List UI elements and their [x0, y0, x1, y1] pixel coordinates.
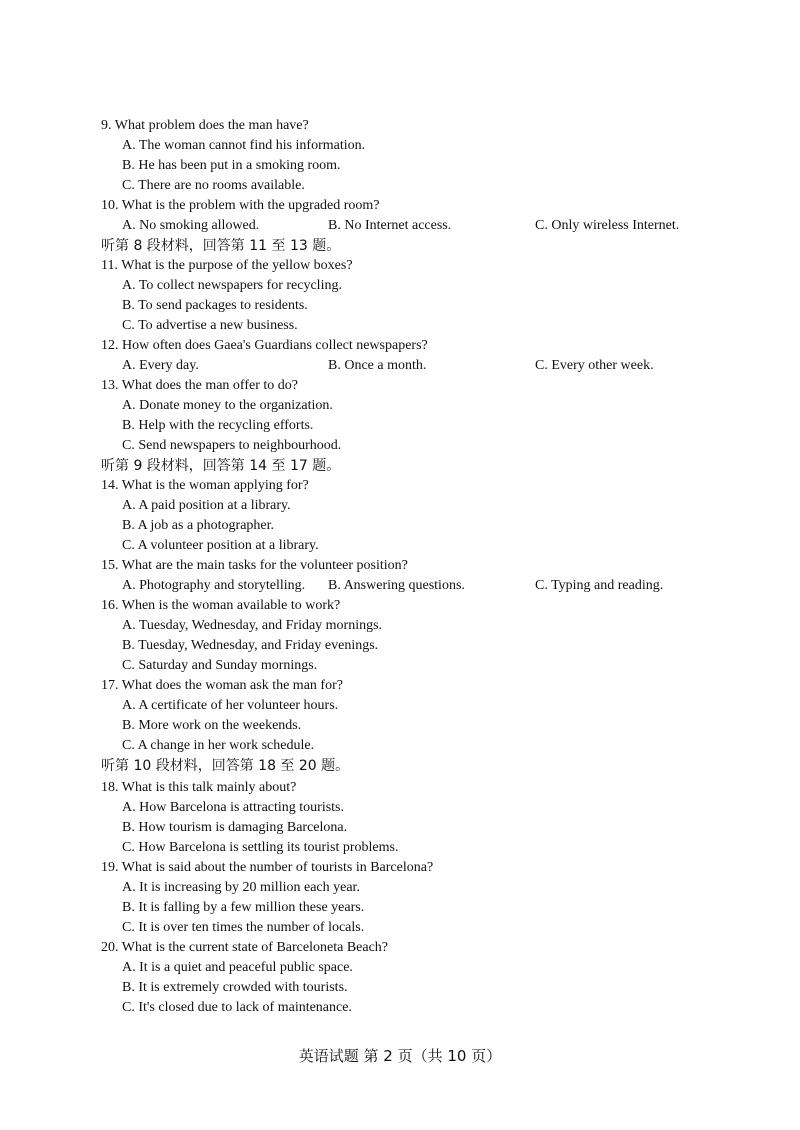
- question-17: 17. What does the woman ask the man for?: [101, 678, 343, 693]
- option-14b: B. A job as a photographer.: [122, 518, 275, 533]
- option-16a: A. Tuesday, Wednesday, and Friday mornings.: [122, 618, 383, 633]
- option-20a: A. It is a quiet and peaceful public space.: [122, 960, 353, 975]
- option-12b: B. Once a month.: [328, 358, 427, 373]
- option-19a: A. It is increasing by 20 million each year.: [122, 880, 360, 895]
- option-17b: B. More work on the weekends.: [122, 718, 302, 733]
- option-11c: C. To advertise a new business.: [122, 318, 298, 333]
- question-14: 14. What is the woman applying for?: [101, 478, 309, 493]
- option-10c: C. Only wireless Internet.: [535, 218, 680, 233]
- option-11b: B. To send packages to residents.: [122, 298, 308, 313]
- question-9: 9. What problem does the man have?: [101, 118, 309, 133]
- question-13: 13. What does the man offer to do?: [101, 378, 298, 393]
- option-10a: A. No smoking allowed.: [122, 218, 260, 233]
- option-10b: B. No Internet access.: [328, 218, 452, 233]
- option-18a: A. How Barcelona is attracting tourists.: [122, 800, 345, 815]
- option-11a: A. To collect newspapers for recycling.: [122, 278, 342, 293]
- option-17c: C. A change in her work schedule.: [122, 738, 315, 753]
- option-20b: B. It is extremely crowded with tourists.: [122, 980, 348, 995]
- question-10: 10. What is the problem with the upgraded room?: [101, 198, 380, 213]
- option-19b: B. It is falling by a few million these years.: [122, 900, 365, 915]
- question-16: 16. When is the woman available to work?: [101, 598, 341, 613]
- question-15: 15. What are the main tasks for the volunteer position?: [101, 558, 408, 573]
- option-17a: A. A certificate of her volunteer hours.: [122, 698, 339, 713]
- option-15c: C. Typing and reading.: [535, 578, 664, 593]
- option-14a: A. A paid position at a library.: [122, 498, 291, 513]
- page-footer: 英语试题 第 2 页（共 10 页）: [298, 1047, 502, 1065]
- question-20: 20. What is the current state of Barceloneta Beach?: [101, 940, 389, 955]
- option-20c: C. It's closed due to lack of maintenance.: [122, 1000, 352, 1015]
- option-13a: A. Donate money to the organization.: [122, 398, 333, 413]
- option-15b: B. Answering questions.: [328, 578, 465, 593]
- option-15a: A. Photography and storytelling.: [122, 578, 306, 593]
- option-13b: B. Help with the recycling efforts.: [122, 418, 314, 433]
- question-12: 12. How often does Gaea's Guardians collect newspapers?: [101, 338, 428, 353]
- option-12c: C. Every other week.: [535, 358, 654, 373]
- question-11: 11. What is the purpose of the yellow boxes?: [101, 258, 353, 273]
- option-9c: C. There are no rooms available.: [122, 178, 305, 193]
- option-13c: C. Send newspapers to neighbourhood.: [122, 438, 342, 453]
- option-12a: A. Every day.: [122, 358, 199, 373]
- section-8-instruction: 听第 8 段材料，回答第 11 至 13 题。: [101, 238, 341, 254]
- option-16c: C. Saturday and Sunday mornings.: [122, 658, 318, 673]
- option-14c: C. A volunteer position at a library.: [122, 538, 319, 553]
- option-9a: A. The woman cannot find his information.: [122, 138, 366, 153]
- question-18: 18. What is this talk mainly about?: [101, 780, 297, 795]
- section-9-instruction: 听第 9 段材料，回答第 14 至 17 题。: [101, 458, 341, 474]
- option-18b: B. How tourism is damaging Barcelona.: [122, 820, 348, 835]
- section-10-instruction: 听第 10 段材料，回答第 18 至 20 题。: [101, 758, 350, 774]
- option-19c: C. It is over ten times the number of locals.: [122, 920, 365, 935]
- question-19: 19. What is said about the number of tourists in Barcelona?: [101, 860, 434, 875]
- option-9b: B. He has been put in a smoking room.: [122, 158, 341, 173]
- option-16b: B. Tuesday, Wednesday, and Friday evenings.: [122, 638, 379, 653]
- option-18c: C. How Barcelona is settling its tourist problems.: [122, 840, 399, 855]
